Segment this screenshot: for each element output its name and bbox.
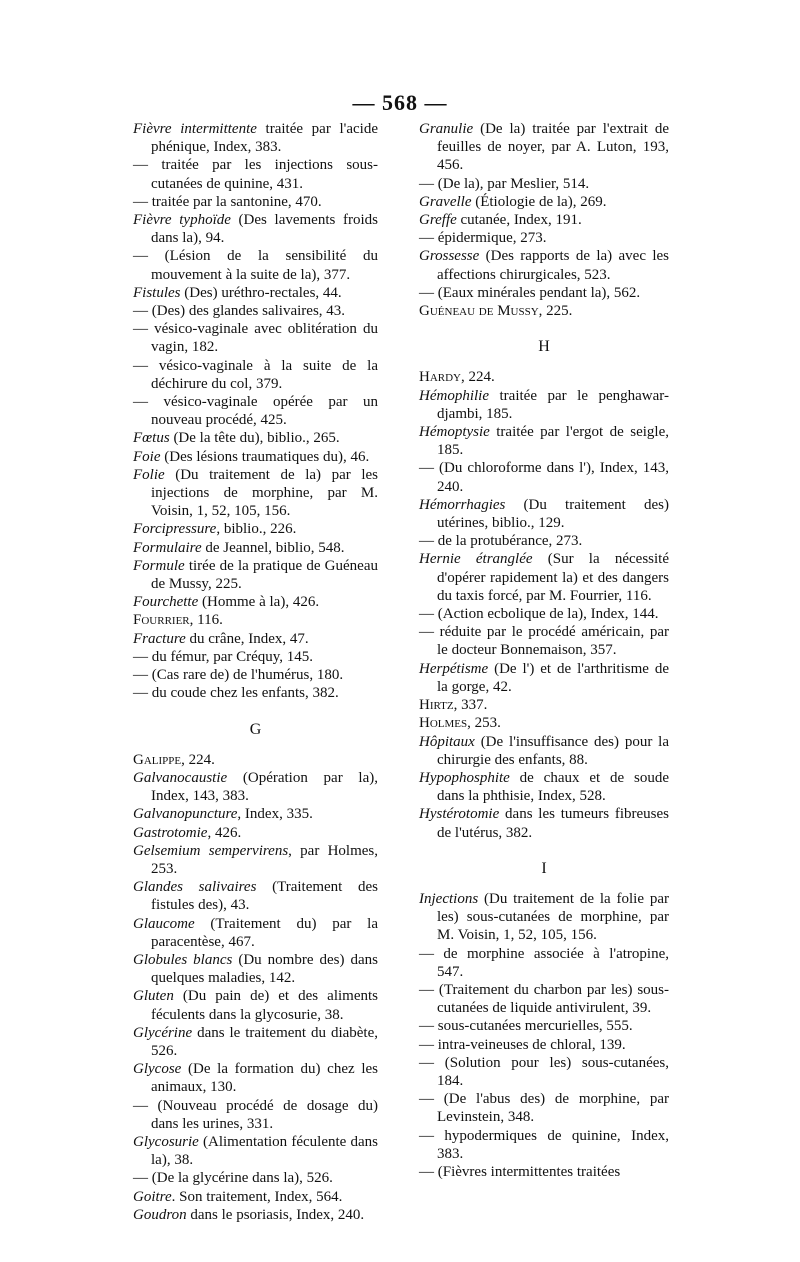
index-entry	[133, 648, 378, 666]
entry-text: , 225.	[538, 303, 573, 320]
entry-text: (Traitement du) par la paracentèse, 467.	[151, 915, 378, 950]
entry-text: — vésico-vaginale à la suite de la déchirure du col, 379.	[133, 357, 378, 392]
entry-text: traitée par l'ergot de seigle, 185.	[437, 424, 669, 459]
entry-term: Glycérine	[133, 1024, 193, 1041]
entry-term: Gravelle	[419, 193, 472, 210]
entry-author-name: Galippe	[133, 751, 182, 768]
entry-text: (De l'insuffisance des) pour la chirurgie des enfants, 88.	[437, 733, 669, 768]
entry-term: Fièvre typhoïde	[133, 212, 231, 229]
index-entry	[133, 611, 378, 629]
index-entry	[419, 496, 669, 532]
entry-term: Formule	[133, 557, 185, 574]
entry-text: (Du traitement des) utérines, biblio., 129.	[437, 496, 669, 532]
entry-text: — (Fièvres intermittentes traitées	[419, 1163, 621, 1180]
index-entry	[133, 211, 378, 247]
entry-author-name: Hirtz	[419, 697, 454, 714]
index-entry	[133, 320, 378, 356]
entry-text: — (Cas rare de) de l'humérus, 180.	[133, 667, 344, 684]
entry-text: — du coude chez les enfants, 382.	[133, 685, 339, 702]
index-entry	[133, 878, 378, 914]
entry-term: Fistules	[133, 284, 181, 301]
entry-text: , 426.	[207, 824, 242, 841]
entry-list-g	[133, 751, 378, 1224]
index-entry	[133, 987, 378, 1023]
entry-text: (Du pain de) et des aliments féculents dans la glycosurie, 38.	[151, 988, 378, 1023]
entry-text: , 253.	[467, 715, 501, 732]
entry-text: , 224.	[181, 751, 215, 768]
entry-term: Foie	[133, 448, 161, 465]
index-entry	[133, 1188, 378, 1206]
entry-text: — (Solution pour les) sous-cutanées, 184.	[419, 1054, 669, 1089]
entry-term: Herpétisme	[419, 660, 489, 677]
entry-term: Goitre	[133, 1188, 172, 1205]
index-entry	[419, 660, 669, 696]
entry-text: — de la protubérance, 273.	[419, 533, 583, 550]
entry-term: Greffe	[419, 212, 457, 229]
index-entry	[419, 1054, 669, 1090]
entry-text: traitée par l'acide phénique, Index, 383.	[151, 121, 378, 156]
entry-term: Glandes salivaires	[133, 879, 257, 896]
index-entry	[133, 1024, 378, 1060]
index-entry	[133, 1097, 378, 1133]
entry-term: Fourchette	[133, 594, 199, 611]
entry-term: Hémorrhagies	[419, 496, 506, 513]
entry-text: (Des lésions traumatiques du), 46.	[160, 448, 370, 465]
index-entry	[419, 1090, 669, 1126]
index-entry	[133, 915, 378, 951]
entry-text: (Du traitement de la) par les injections de morphine, par M. Voisin, 1, 52, 105, 156.	[151, 466, 378, 520]
entry-term: Injections	[419, 890, 479, 907]
index-entry	[133, 593, 378, 611]
index-entry	[133, 247, 378, 283]
index-entry	[419, 211, 669, 229]
index-entry	[419, 1017, 669, 1035]
index-entry	[133, 284, 378, 302]
index-entry	[133, 842, 378, 878]
index-entry	[133, 448, 378, 466]
entry-term: Gelsemium sempervirens	[133, 842, 289, 859]
entry-text: — sous-cutanées mercurielles, 555.	[419, 1018, 633, 1035]
index-entry	[419, 193, 669, 211]
entry-text: (Traitement des fistules des), 43.	[151, 879, 378, 914]
entry-list-f	[133, 120, 378, 703]
entry-text: (Alimentation féculente dans la), 38.	[151, 1133, 378, 1169]
entry-text: — intra-veineuses de chloral, 139.	[419, 1036, 626, 1053]
index-entry	[133, 1206, 378, 1224]
section-letter-i: I	[541, 859, 547, 877]
index-entry	[133, 769, 378, 805]
entry-text: — réduite par le procédé américain, par le docteur Bonnemaison, 357.	[419, 624, 669, 659]
left-column	[133, 120, 378, 1224]
entry-text: — (De l'abus des) de morphine, par Levinstein, 348.	[419, 1091, 669, 1126]
entry-term: Fracture	[133, 630, 186, 647]
entry-text: (Étiologie de la), 269.	[471, 193, 607, 210]
entry-term: Globules blancs	[133, 951, 233, 968]
entry-text: — (Nouveau procédé de dosage du) dans les urines, 331.	[133, 1097, 378, 1132]
index-entry	[133, 429, 378, 447]
entry-text: (Des rapports de la) avec les affections chirurgicales, 523.	[437, 248, 669, 283]
index-entry	[419, 550, 669, 605]
entry-term: Folie	[133, 466, 165, 483]
entry-term: Fœtus	[133, 430, 170, 447]
entry-text: cutanée, Index, 191.	[456, 212, 582, 229]
entry-list-i	[419, 890, 669, 1181]
index-entry	[133, 120, 378, 156]
entry-text: — (Du chloroforme dans l'), Index, 143, 240.	[419, 460, 669, 495]
index-entry	[133, 1133, 378, 1169]
index-entry	[419, 229, 669, 247]
entry-term: Gluten	[133, 988, 174, 1005]
index-entry	[133, 520, 378, 538]
entry-term: Galvanocaustie	[133, 769, 228, 786]
index-entry	[133, 393, 378, 429]
index-entry	[419, 945, 669, 981]
index-entry	[133, 193, 378, 211]
index-entry	[419, 769, 669, 805]
entry-term: Goudron	[133, 1206, 187, 1223]
entry-text: tirée de la pratique de Guéneau de Mussy, 225.	[151, 557, 378, 593]
entry-text: (Des) uréthro-rectales, 44.	[180, 284, 342, 301]
entry-text: — (Traitement du charbon par les) sous-cutanées de liquide antivirulent, 39.	[419, 981, 669, 1017]
entry-text: du crâne, Index, 47.	[185, 630, 309, 647]
entry-text: — (Lésion de la sensibilité du mouvement à la suite de la), 377.	[133, 248, 378, 283]
entry-text: . Son traitement, Index, 564.	[171, 1188, 343, 1205]
entry-text: (De l') et de l'arthritisme de la gorge, 42.	[437, 660, 669, 695]
index-entry	[133, 1169, 378, 1187]
index-entry	[419, 247, 669, 283]
entry-text: (De la tête du), biblio., 265.	[169, 430, 340, 447]
index-entry	[419, 284, 669, 302]
index-entry	[133, 357, 378, 393]
entry-text: (Sur la nécessité d'opérer rapidement la) et des dangers du taxis forcé, par M. Fourrier, 116.	[437, 551, 669, 604]
index-entry	[419, 387, 669, 423]
entry-text: — vésico-vaginale avec oblitération du vagin, 182.	[133, 321, 378, 356]
index-entry	[419, 696, 669, 714]
entry-term: Fièvre intermittente	[133, 121, 257, 137]
entry-text: — de morphine associée à l'atropine, 547.	[419, 945, 669, 980]
entry-text: , 116.	[189, 612, 223, 629]
entry-term: Glaucome	[133, 915, 195, 932]
entry-author-name: Fourrier	[133, 612, 190, 629]
index-entry	[133, 824, 378, 842]
entry-text: — hypodermiques de quinine, Index, 383.	[419, 1127, 669, 1162]
index-entry	[133, 751, 378, 769]
entry-term: Grossesse	[419, 248, 480, 265]
entry-text: , biblio., 226.	[216, 521, 297, 538]
index-entry	[419, 368, 669, 386]
entry-text: — traitée par les injections sous-cutanées de quinine, 431.	[133, 157, 378, 192]
entry-text: — vésico-vaginale opérée par un nouveau procédé, 425.	[133, 394, 378, 429]
index-entry	[419, 302, 669, 320]
index-entry	[133, 684, 378, 702]
index-entry	[419, 459, 669, 495]
entry-text: — (Eaux minérales pendant la), 562.	[419, 284, 641, 301]
entry-term: Galvanopuncture	[133, 806, 238, 823]
entry-term: Glycose	[133, 1061, 182, 1078]
index-entry	[419, 1127, 669, 1163]
entry-text: dans le traitement du diabète, 526.	[151, 1024, 378, 1059]
entry-text: dans les tumeurs fibreuses de l'utérus, 382.	[437, 806, 669, 841]
entry-term: Granulie	[419, 121, 474, 137]
index-entry	[133, 666, 378, 684]
index-entry	[133, 951, 378, 987]
index-entry	[419, 605, 669, 623]
entry-term: Forcipressure	[133, 521, 217, 538]
entry-text: — (De la glycérine dans la), 526.	[133, 1170, 333, 1187]
entry-text: (Opération par la), Index, 143, 383.	[151, 769, 378, 805]
entry-term: Formulaire	[133, 539, 202, 556]
entry-text: , par Holmes, 253.	[151, 842, 378, 877]
entry-list-h	[419, 368, 669, 841]
index-entry	[133, 557, 378, 593]
section-letter-h: H	[538, 338, 550, 356]
entry-term: Hernie étranglée	[419, 551, 533, 568]
entry-text: (Du nombre des) dans quelques maladies, 142.	[151, 951, 379, 987]
index-entry	[133, 630, 378, 648]
entry-text: , 337.	[453, 697, 488, 714]
entry-text: — (Action ecbolique de la), Index, 144.	[419, 606, 659, 623]
entry-term: Hypophosphite	[419, 769, 510, 786]
index-entry	[419, 1036, 669, 1054]
index-entry	[419, 981, 669, 1017]
entry-text: (Du traitement de la folie par les) sous-cutanées de morphine, par M. Voisin, 1, 52, 105, 156.	[437, 890, 669, 944]
entry-text: traitée par le penghawar-djambi, 185.	[437, 387, 669, 422]
entry-term: Hystérotomie	[419, 806, 500, 823]
page-number: — 568 —	[352, 90, 448, 115]
index-entry	[419, 175, 669, 193]
index-entry	[419, 423, 669, 459]
entry-text: — traitée par la santonine, 470.	[133, 193, 322, 210]
index-entry	[419, 532, 669, 550]
entry-text: dans le psoriasis, Index, 240.	[186, 1206, 365, 1223]
index-entry	[419, 714, 669, 732]
index-entry	[133, 302, 378, 320]
entry-text: — épidermique, 273.	[419, 230, 547, 247]
entry-term: Gastrotomie	[133, 824, 208, 841]
entry-term: Hémophilie	[419, 387, 489, 404]
index-entry	[419, 733, 669, 769]
index-entry	[419, 1163, 669, 1181]
entry-text: — du fémur, par Créquy, 145.	[133, 648, 314, 665]
index-entry	[419, 805, 669, 841]
index-entry	[133, 539, 378, 557]
entry-author-name: Holmes	[419, 715, 468, 732]
entry-list-g-continued	[419, 120, 669, 320]
entry-term: Hémoptysie	[419, 424, 490, 441]
index-entry	[133, 1060, 378, 1096]
entry-text: de chaux et de soude dans la phthisie, Index, 528.	[437, 769, 669, 805]
entry-text: — (Des) des glandes salivaires, 43.	[133, 303, 346, 320]
index-entry	[133, 805, 378, 823]
index-entry	[133, 156, 378, 192]
entry-term: Glycosurie	[133, 1133, 199, 1150]
entry-text: — (De la), par Meslier, 514.	[419, 175, 590, 192]
index-entry	[419, 623, 669, 659]
index-entry	[419, 120, 669, 175]
entry-text: (De la formation du) chez les animaux, 130.	[151, 1061, 378, 1096]
section-letter-g: G	[249, 720, 262, 738]
entry-author-name: Guéneau de Mussy	[419, 303, 539, 320]
entry-text: (Homme à la), 426.	[198, 594, 320, 611]
right-column	[419, 120, 669, 1181]
entry-text: (Des lavements froids dans la), 94.	[151, 212, 378, 247]
entry-author-name: Hardy	[419, 369, 462, 386]
entry-text: , Index, 335.	[237, 806, 313, 823]
entry-text: de Jeannel, biblio, 548.	[201, 539, 345, 556]
entry-term: Hôpitaux	[419, 733, 475, 750]
index-entry	[419, 890, 669, 945]
index-entry	[133, 466, 378, 521]
entry-text: , 224.	[461, 369, 495, 386]
entry-text: (De la) traitée par l'extrait de feuilles de noyer, par A. Luton, 193, 456.	[437, 121, 669, 174]
